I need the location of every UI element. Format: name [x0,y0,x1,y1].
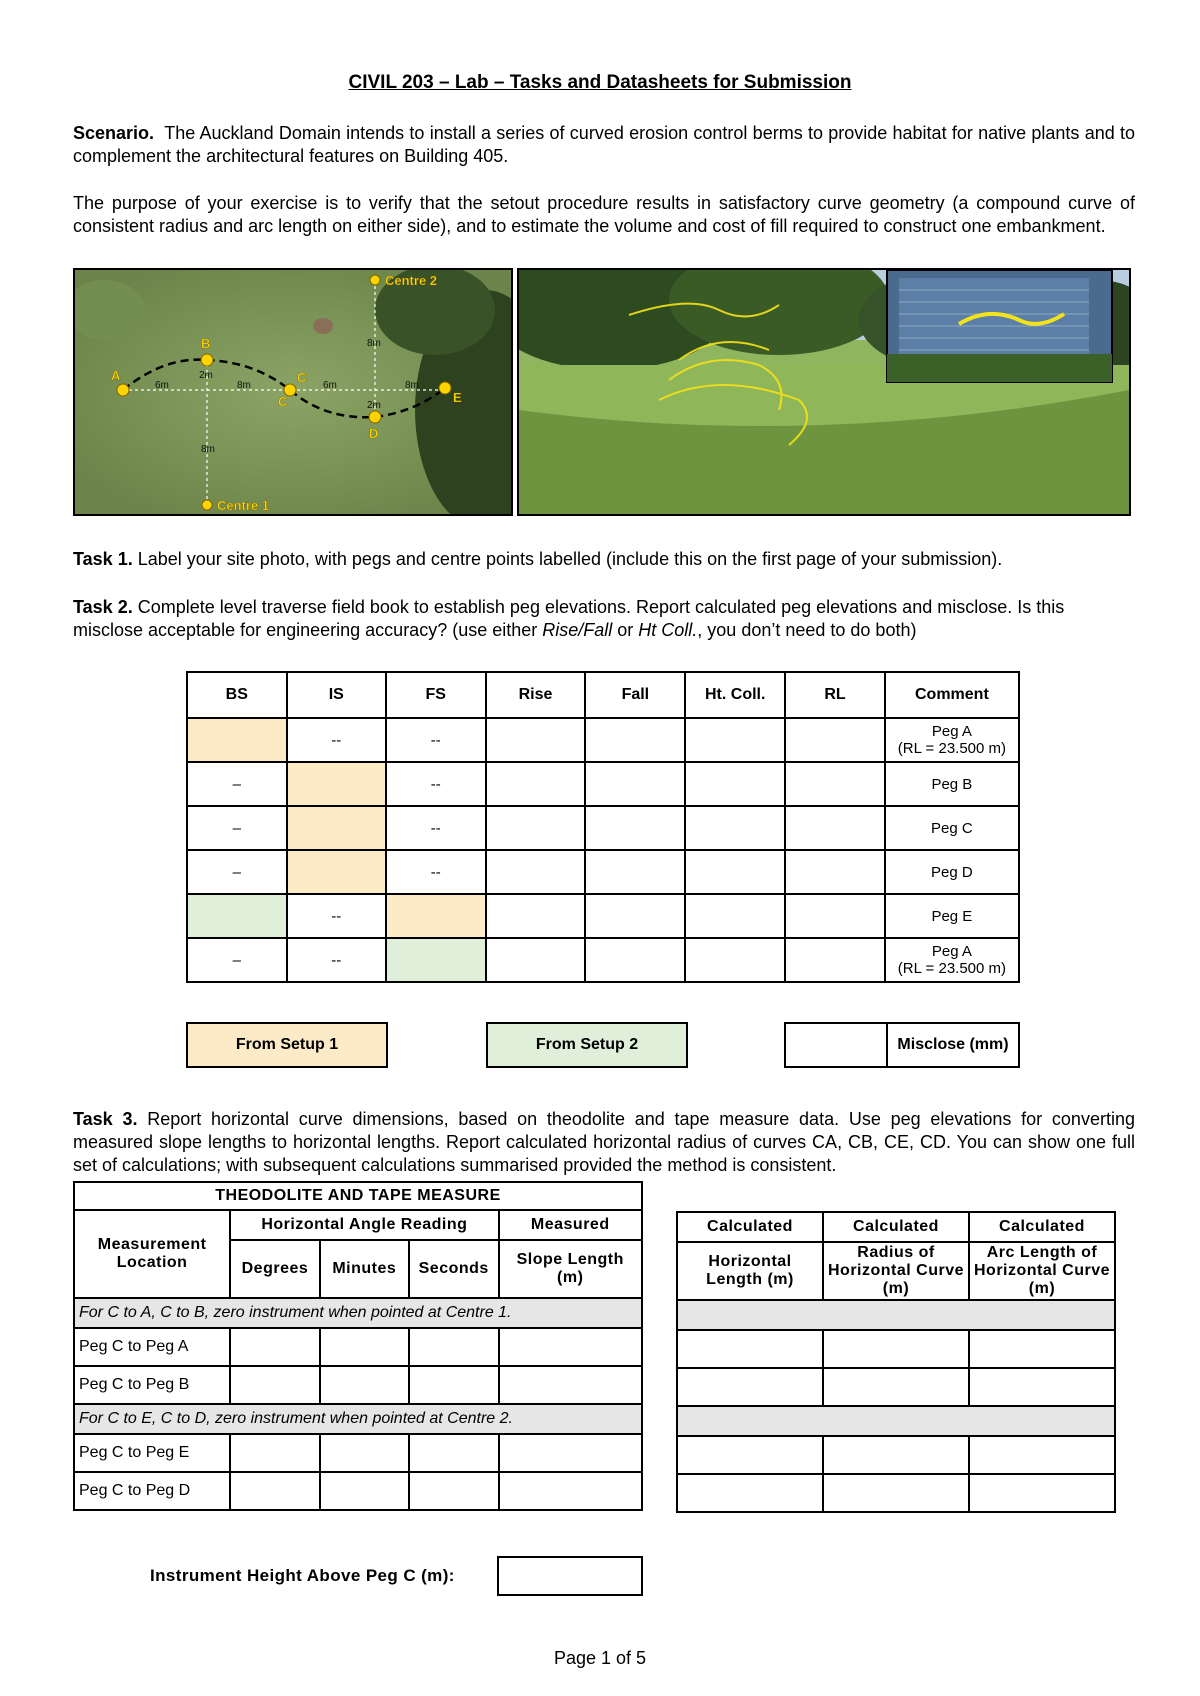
radius-cell[interactable] [823,1368,969,1406]
dim-label: 2m [367,400,381,411]
peg-d-label: D [369,426,379,441]
rl-cell[interactable] [785,894,885,938]
slope-length-header: Slope Length (m) [499,1240,643,1298]
is-cell[interactable] [287,806,386,850]
arc-length-cell[interactable] [969,1474,1115,1512]
arc-length-cell[interactable] [969,1330,1115,1368]
task-2-text: , you don’t need to do both) [697,620,917,640]
note-spacer [677,1300,1115,1330]
bs-cell: – [187,850,287,894]
minutes-cell[interactable] [320,1472,409,1510]
table-row [187,718,1019,762]
seconds-cell[interactable] [409,1328,499,1366]
row-label: Peg C to Peg D [74,1472,230,1510]
radius-cell[interactable] [823,1330,969,1368]
dim-label: 8m [201,444,215,455]
dim-label: 8m [237,380,251,391]
comment-cell: Peg B [885,762,1019,806]
peg-e-label: E [453,390,462,405]
measured-header: Measured [499,1210,643,1240]
rise-cell[interactable] [486,850,586,894]
fs-cell: -- [386,718,486,762]
peg-b-marker [201,354,213,366]
is-cell[interactable] [287,850,386,894]
slope-length-cell[interactable] [499,1328,643,1366]
scenario-text: The Auckland Domain intends to install a series of curved erosion control berms to provide habitat for native plants and to complement the architectural features on Building 405. [73,123,1135,166]
horizontal-length-header: Horizontal Length (m) [677,1242,823,1300]
seconds-header: Seconds [409,1240,499,1298]
table-row [187,850,1019,894]
task-2-label: Task 2. [73,597,133,617]
rl-cell[interactable] [785,938,885,982]
zero-instrument-note: For C to A, C to B, zero instrument when pointed at Centre 1. [74,1298,642,1328]
measurement-location-header: Measurement Location [74,1210,230,1298]
site-photo [517,268,1131,516]
degrees-cell[interactable] [230,1434,319,1472]
task-3 [73,1108,1135,1177]
arc-length-header: Arc Length of Horizontal Curve (m) [969,1242,1115,1300]
aerial-site-plan [73,268,513,516]
col-header-rise: Rise [486,672,586,718]
comment-cell: Peg C [885,806,1019,850]
is-cell: -- [287,938,386,982]
task-2 [73,596,1135,642]
task-1-text: Label your site photo, with pegs and centre points labelled (include this on the first page of your submission). [137,549,1003,569]
fs-cell: -- [386,850,486,894]
note-spacer [677,1406,1115,1436]
table-row [677,1368,1115,1406]
seconds-cell[interactable] [409,1472,499,1510]
rl-cell[interactable] [785,762,885,806]
fall-cell[interactable] [585,850,685,894]
instrument-height-label: Instrument Height Above Peg C (m): [150,1566,455,1585]
bs-cell: – [187,938,287,982]
degrees-header: Degrees [230,1240,319,1298]
table-row [677,1474,1115,1512]
is-cell: -- [287,894,386,938]
table-header-row [187,672,1019,718]
page-title: CIVIL 203 – Lab – Tasks and Datasheets for Submission [348,72,852,93]
table-row [677,1436,1115,1474]
horizontal-length-cell[interactable] [677,1474,823,1512]
task-3-label: Task 3. [73,1109,138,1129]
radius-cell[interactable] [823,1436,969,1474]
calculated-header: Calculated [823,1212,969,1242]
table-row [187,762,1019,806]
table-row [74,1366,642,1404]
centre-2-marker [370,275,380,285]
bs-cell[interactable] [187,894,287,938]
ht-coll-cell[interactable] [685,850,785,894]
ht-coll-cell[interactable] [685,938,785,982]
task-3-text: Report horizontal curve dimensions, based on theodolite and tape measure data. Use peg elevations for converting measured slope lengths to horizontal lengths. Report calculated horizontal radius of curves CA, CB, CE, CD. You can show one full set of calculations; with subsequent calculations summarised provided the method is consistent. [73,1109,1135,1175]
rise-cell[interactable] [486,806,586,850]
degrees-cell[interactable] [230,1366,319,1404]
misclose-label: Misclose (mm) [897,1036,1009,1053]
is-cell: -- [287,718,386,762]
ht-coll-cell[interactable] [685,718,785,762]
table-row [187,938,1019,982]
dim-label: 6m [323,380,337,391]
is-cell[interactable] [287,762,386,806]
comment-cell: Peg A (RL = 23.500 m) [885,718,1019,762]
zero-instrument-note: For C to E, C to D, zero instrument when pointed at Centre 2. [74,1404,642,1434]
misclose-input[interactable] [786,1024,888,1066]
table-row [187,806,1019,850]
slope-length-cell[interactable] [499,1434,643,1472]
theodolite-table [73,1181,643,1511]
rl-cell[interactable] [785,850,885,894]
peg-d-marker [369,411,381,423]
fs-cell: -- [386,762,486,806]
fs-cell: -- [386,806,486,850]
task-1 [73,548,1135,571]
col-header-ht-coll: Ht. Coll. [685,672,785,718]
rise-cell[interactable] [486,938,586,982]
rl-cell[interactable] [785,718,885,762]
table-row [74,1472,642,1510]
radius-cell[interactable] [823,1474,969,1512]
legend-setup-2: From Setup 2 [486,1022,688,1068]
table-row [74,1434,642,1472]
task-1-label: Task 1. [73,549,133,569]
horizontal-length-cell[interactable] [677,1368,823,1406]
page-footer: Page 1 of 5 [553,1648,647,1668]
minutes-cell[interactable] [320,1366,409,1404]
bs-cell: – [187,806,287,850]
fall-cell[interactable] [585,762,685,806]
task-2-rise-fall: Rise/Fall [542,620,613,640]
bs-cell: – [187,762,287,806]
seconds-cell[interactable] [409,1434,499,1472]
calculated-header: Calculated [969,1212,1115,1242]
comment-cell: Peg A (RL = 23.500 m) [885,938,1019,982]
level-traverse-table [186,671,1020,983]
comment-cell: Peg D [885,850,1019,894]
calculated-table [676,1211,1116,1513]
col-header-is: IS [287,672,386,718]
fs-cell[interactable] [386,894,486,938]
centre-1-label: Centre 1 [217,498,270,513]
scenario-paragraph [73,122,1135,168]
horizontal-length-cell[interactable] [677,1436,823,1474]
arc-length-cell[interactable] [969,1368,1115,1406]
rise-cell[interactable] [486,894,586,938]
minutes-cell[interactable] [320,1434,409,1472]
har-header: Horizontal Angle Reading [230,1210,498,1240]
degrees-cell[interactable] [230,1472,319,1510]
col-header-fs: FS [386,672,486,718]
row-label: Peg C to Peg B [74,1366,230,1404]
col-header-rl: RL [785,672,885,718]
horizontal-length-cell[interactable] [677,1330,823,1368]
peg-c-label: C [297,370,307,385]
centre-2-label: Centre 2 [385,273,438,288]
slope-length-cell[interactable] [499,1366,643,1404]
peg-b-label: B [201,336,211,351]
fall-cell[interactable] [585,894,685,938]
instrument-height-input[interactable] [497,1556,643,1596]
col-header-bs: BS [187,672,287,718]
misclose-box [784,1022,1020,1068]
arc-length-cell[interactable] [969,1436,1115,1474]
fs-cell[interactable] [386,938,486,982]
peg-e-marker [439,382,451,394]
row-label: Peg C to Peg E [74,1434,230,1472]
rise-cell[interactable] [486,762,586,806]
legend-setup-1: From Setup 1 [186,1022,388,1068]
peg-a-label: A [111,368,121,383]
peg-c-label-2: C [278,394,288,409]
degrees-cell[interactable] [230,1328,319,1366]
table-row [677,1330,1115,1368]
radius-header: Radius of Horizontal Curve (m) [823,1242,969,1300]
dim-label: 6m [155,380,169,391]
minutes-cell[interactable] [320,1328,409,1366]
task-2-text: Complete level traverse field book to establish peg elevations. Report calculated peg elevations and misclose. Is this misclose acceptable for engineering accuracy? (use either [73,597,1065,640]
calculated-header: Calculated [677,1212,823,1242]
dim-label: 2m [199,370,213,381]
ht-coll-cell[interactable] [685,894,785,938]
scenario-label: Scenario. [73,123,155,143]
table-row [74,1328,642,1366]
table-row [187,894,1019,938]
rl-cell[interactable] [785,806,885,850]
theodolite-title: THEODOLITE AND TAPE MEASURE [74,1182,642,1210]
centre-1-marker [202,500,212,510]
minutes-header: Minutes [320,1240,409,1298]
peg-a-marker [117,384,129,396]
dim-label: 8m [367,338,381,349]
rise-cell[interactable] [486,718,586,762]
task-2-text: or [612,620,639,640]
seconds-cell[interactable] [409,1366,499,1404]
slope-length-cell[interactable] [499,1472,643,1510]
task-2-ht-coll: Ht Coll. [638,620,698,640]
fall-cell[interactable] [585,938,685,982]
bs-cell[interactable] [187,718,287,762]
fall-cell[interactable] [585,718,685,762]
comment-cell: Peg E [885,894,1019,938]
row-label: Peg C to Peg A [74,1328,230,1366]
ht-coll-cell[interactable] [685,762,785,806]
col-header-comment: Comment [885,672,1019,718]
dim-label: 8m [405,380,419,391]
col-header-fall: Fall [585,672,685,718]
ht-coll-cell[interactable] [685,806,785,850]
fall-cell[interactable] [585,806,685,850]
purpose-paragraph: The purpose of your exercise is to verify that the setout procedure results in satisfactory curve geometry (a compound curve of consistent radius and arc length on either side), and to estimate the volume and cost of fill required to construct one embankment. [73,193,1135,236]
